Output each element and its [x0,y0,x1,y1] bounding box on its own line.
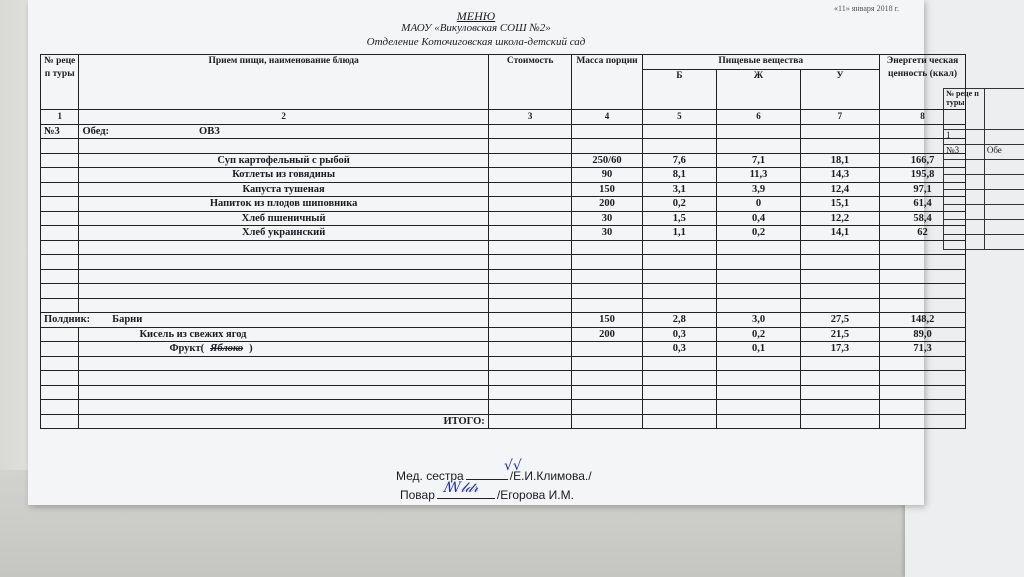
dish-mass: 150 [572,182,642,197]
dish-crossed-out: Яблоко [210,343,244,355]
branch-name: Отделение Коточиговская школа-детский сад [366,36,586,48]
snack-label: Полдник: [44,314,91,326]
dish-kcal: 62 [880,226,966,241]
second-sheet-row-num: №3 [944,145,985,160]
lunch-label: Обед: [82,125,110,137]
table-row [41,313,966,328]
col-header-energy: Энергети ческая ценность (ккал) [880,55,966,110]
dish-fat: 3,9 [717,182,801,197]
col-number: 2 [79,110,488,125]
lunch-label-cell [79,124,488,139]
table-row [41,226,966,241]
table-row [41,182,966,197]
lunch-header-row [41,124,966,139]
cook-signature-line [400,488,574,502]
dish-name: Фрукт( [169,343,205,355]
dish-name: Капуста тушеная [79,182,488,197]
signature-blank [466,469,508,480]
col-number: 4 [572,110,642,125]
menu-table [40,54,966,429]
col-number: 8 [880,110,966,125]
total-label: ИТОГО: [79,414,488,429]
dish-protein: 8,1 [642,168,717,183]
dish-name: Напиток из плодов шиповника [79,197,488,212]
dish-protein: 0,3 [642,327,717,342]
col-header-fat: Ж [717,70,801,110]
table-row [41,211,966,226]
col-number: 1 [41,110,79,125]
cook-signature-mark: ꟿ𝓁𝒹𝓇 [444,480,479,496]
col-header-dish: Прием пищи, наименование блюда [79,55,488,110]
col-header-nutrients: Пищевые вещества [642,55,879,70]
col-header-protein: Б [642,70,717,110]
col-header-carbs: У [800,70,879,110]
total-row [41,414,966,429]
dish-carbs: 17,3 [800,342,879,357]
dish-carbs: 18,1 [800,153,879,168]
table-row [41,153,966,168]
dish-kcal: 166,7 [880,153,966,168]
school-name: МАОУ «Викуловская СОШ №2» [401,22,551,34]
lunch-recipe-num: №3 [41,124,79,139]
col-header-cost: Стоимость [488,55,572,110]
dish-carbs: 14,3 [800,168,879,183]
dish-name: Кисель из свежих ягод [79,327,488,342]
dish-kcal: 148,2 [880,313,966,328]
date-stamp: «11» января 2018 г. [834,4,899,13]
dish-kcal: 89,0 [880,327,966,342]
dish-protein: 2,8 [642,313,717,328]
dish-kcal: 61,4 [880,197,966,212]
second-sheet-row-label: Обе [984,145,1024,160]
dish-fat: 0,4 [717,211,801,226]
table-row [41,168,966,183]
dish-carbs: 27,5 [800,313,879,328]
dish-name-cell [79,342,488,357]
second-sheet-num-header: № реце п туры [944,89,985,130]
table-row [41,197,966,212]
col-number: 3 [488,110,572,125]
dish-kcal: 97,1 [880,182,966,197]
dish-fat: 7,1 [717,153,801,168]
dish-mass: 30 [572,211,642,226]
dish-fat: 11,3 [717,168,801,183]
dish-mass: 30 [572,226,642,241]
dish-name: Котлеты из говядины [79,168,488,183]
dish-name: Хлеб пшеничный [79,211,488,226]
dish-mass [572,342,642,357]
dish-name-tail: ) [249,343,253,355]
dish-protein: 0,2 [642,197,717,212]
table-row [41,342,966,357]
nurse-role: Мед. сестра [396,469,464,483]
dish-name: Суп картофельный с рыбой [79,153,488,168]
dish-kcal: 58,4 [880,211,966,226]
dish-kcal: 195,8 [880,168,966,183]
second-sheet-col1: 1 [944,130,985,145]
dish-name: Хлеб украинский [79,226,488,241]
dish-mass: 150 [572,313,642,328]
dish-mass: 250/60 [572,153,642,168]
nurse-signature-mark: √√ [504,458,522,474]
dish-protein: 1,5 [642,211,717,226]
dish-mass: 90 [572,168,642,183]
menu-sheet [28,0,959,505]
cook-name: /Егорова И.М. [496,488,574,502]
snack-cell [41,313,489,328]
dish-protein: 0,3 [642,342,717,357]
col-header-mass: Масса порции [572,55,642,110]
col-number: 7 [800,110,879,125]
dish-fat: 0,2 [717,226,801,241]
menu-title: МЕНЮ [456,9,496,23]
dish-protein: 7,6 [642,153,717,168]
table-row [41,327,966,342]
nurse-signature-line [396,469,592,483]
dish-fat: 3,0 [717,313,801,328]
col-number: 5 [642,110,717,125]
dish-fat: 0,1 [717,342,801,357]
dish-fat: 0 [717,197,801,212]
nurse-name: /Е.И.Климова./ [509,469,592,483]
dish-mass: 200 [572,327,642,342]
dish-carbs: 15,1 [800,197,879,212]
dish-protein: 3,1 [642,182,717,197]
col-number: 6 [717,110,801,125]
dish-carbs: 14,1 [800,226,879,241]
dish-protein: 1,1 [642,226,717,241]
dish-kcal: 71,3 [880,342,966,357]
dish-carbs: 12,4 [800,182,879,197]
lunch-group: ОВЗ [199,125,220,137]
dish-name: Барни [112,314,143,326]
dish-mass: 200 [572,197,642,212]
dish-fat: 0,2 [717,327,801,342]
dish-carbs: 21,5 [800,327,879,342]
dish-carbs: 12,2 [800,211,879,226]
cook-role: Повар [400,488,435,502]
col-header-recipe-num: № реце п туры [41,55,79,110]
